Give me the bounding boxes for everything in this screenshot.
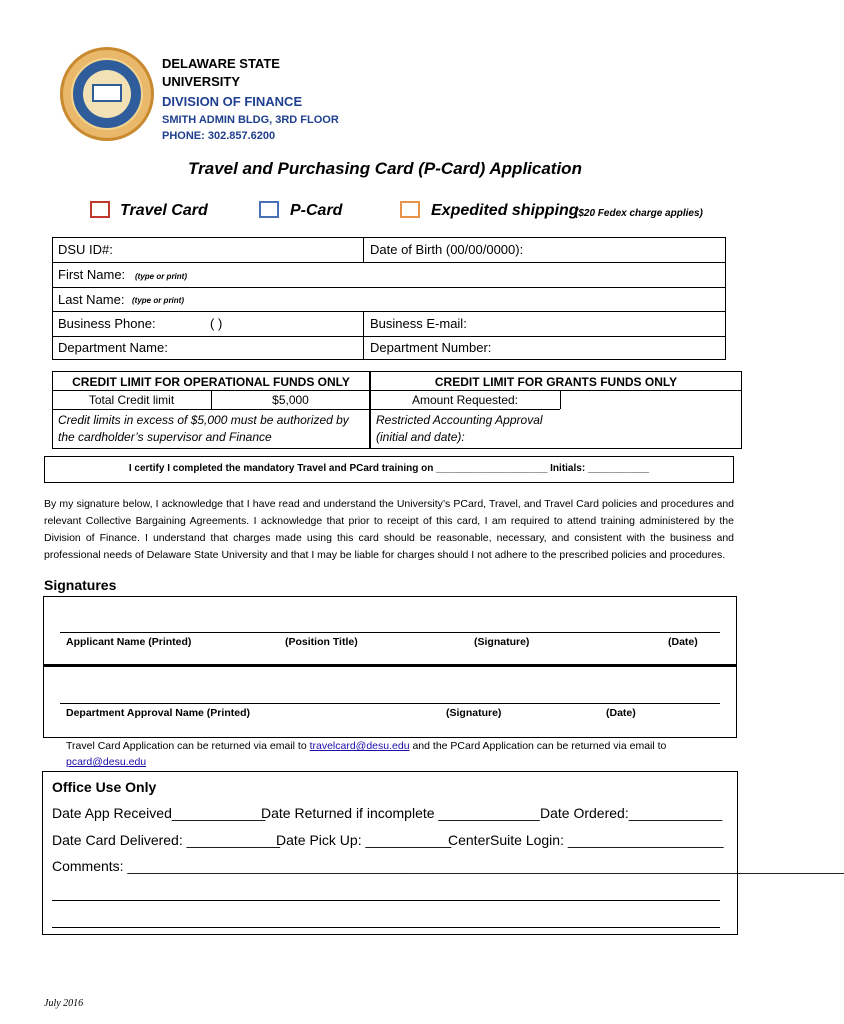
total-credit-label: Total Credit limit <box>88 393 175 407</box>
applicant-name-label: Applicant Name (Printed) <box>66 636 192 648</box>
approval-signature-line[interactable] <box>60 703 720 704</box>
expedited-label: Expedited shipping <box>431 202 579 219</box>
expedited-note: ($20 Fedex charge applies) <box>575 208 703 219</box>
return-text-1: Travel Card Application can be returned via email to <box>66 740 310 752</box>
business-phone-field[interactable]: Business Phone: <box>58 316 156 331</box>
travelcard-email-link[interactable]: travelcard@desu.edu <box>309 740 410 752</box>
approval-signature-label: (Signature) <box>446 707 502 719</box>
last-name-field[interactable]: Last Name: <box>58 292 125 307</box>
signatures-heading: Signatures <box>44 577 117 593</box>
operational-note-2: the cardholder’s supervisor and Finance <box>58 430 272 444</box>
travel-card-checkbox[interactable] <box>90 201 110 218</box>
business-email-field[interactable]: Business E-mail: <box>370 316 467 331</box>
comments-line-3[interactable] <box>52 927 720 928</box>
address: SMITH ADMIN BLDG, 3RD FLOOR <box>162 114 339 126</box>
date-app-received-field[interactable]: Date App Received____________ <box>52 805 266 821</box>
org-line-1: DELAWARE STATE <box>162 56 280 71</box>
date-pick-up-field[interactable]: Date Pick Up: ___________ <box>276 832 452 848</box>
form-title: Travel and Purchasing Card (P-Card) Application <box>188 159 582 178</box>
return-instructions <box>66 738 736 770</box>
expedited-checkbox[interactable] <box>400 201 420 218</box>
pcard-checkbox[interactable] <box>259 201 279 218</box>
first-name-field[interactable]: First Name: <box>58 267 126 282</box>
date-ordered-field[interactable]: Date Ordered:____________ <box>540 805 723 821</box>
date-card-delivered-field[interactable]: Date Card Delivered: ____________ <box>52 832 281 848</box>
agreement-paragraph: By my signature below, I acknowledge that I have read and understand the University’s PCard, Travel, and Travel Card policies and procedures and relevant Collective Bargaining Agreements. I acknowledge that prior to receipt of this card, I am required to attend training administered by the Division of Finance. I understand that charges made using this card should be reasonable, necessary, and consistent with the business and professional needs of Delaware State University and that I may be liable for charges should I not adhere to the prescribed policies and procedures. <box>44 498 734 561</box>
total-credit-value: $5,000 <box>272 393 309 407</box>
footer-date: July 2016 <box>44 998 84 1009</box>
phone-area-code: ( ) <box>210 316 223 331</box>
travel-card-label: Travel Card <box>120 202 208 219</box>
restricted-approval-2[interactable]: (initial and date): <box>376 430 465 444</box>
dept-approval-label: Department Approval Name (Printed) <box>66 707 250 719</box>
certify-statement[interactable]: I certify I completed the mandatory Travel and PCard training on ____________________ Initials: ___________ <box>128 463 650 474</box>
comments-line-2[interactable] <box>52 900 720 901</box>
amount-requested-field[interactable]: Amount Requested: <box>411 393 519 407</box>
signature-label: (Signature) <box>474 636 530 648</box>
university-seal-logo <box>60 47 154 141</box>
restricted-approval-1: Restricted Accounting Approval <box>376 413 543 427</box>
dsu-id-field[interactable]: DSU ID#: <box>58 242 113 257</box>
date-returned-field[interactable]: Date Returned if incomplete _____________ <box>261 805 540 821</box>
comments-field[interactable]: Comments: ____________________________________________________________________________________________ <box>52 858 844 874</box>
org-line-2: UNIVERSITY <box>162 74 241 89</box>
office-use-box <box>42 771 844 935</box>
grants-header: CREDIT LIMIT FOR GRANTS FUNDS ONLY <box>434 375 678 389</box>
department-name-field[interactable]: Department Name: <box>58 340 168 355</box>
pcard-email-link[interactable]: pcard@desu.edu <box>66 756 147 768</box>
signature-divider <box>43 664 737 667</box>
dob-field[interactable]: Date of Birth (00/00/0000): <box>370 242 524 257</box>
last-name-hint: (type or print) <box>132 296 184 305</box>
division-name: DIVISION OF FINANCE <box>162 94 303 109</box>
operational-note-1: Credit limits in excess of $5,000 must be authorized by <box>58 413 349 427</box>
date-label: (Date) <box>668 636 698 648</box>
office-use-heading: Office Use Only <box>52 779 157 795</box>
first-name-hint: (type or print) <box>135 272 187 281</box>
approval-date-label: (Date) <box>606 707 636 719</box>
department-number-field[interactable]: Department Number: <box>370 340 492 355</box>
position-title-label: (Position Title) <box>285 636 358 648</box>
applicant-signature-line[interactable] <box>60 632 720 633</box>
centersuite-login-field[interactable]: CenterSuite Login: ____________________ <box>448 832 724 848</box>
return-text-2: and the PCard Application can be returned via email to <box>409 740 667 752</box>
pcard-label: P-Card <box>290 202 343 219</box>
phone: PHONE: 302.857.6200 <box>162 130 276 142</box>
operational-header: CREDIT LIMIT FOR OPERATIONAL FUNDS ONLY <box>72 375 350 389</box>
